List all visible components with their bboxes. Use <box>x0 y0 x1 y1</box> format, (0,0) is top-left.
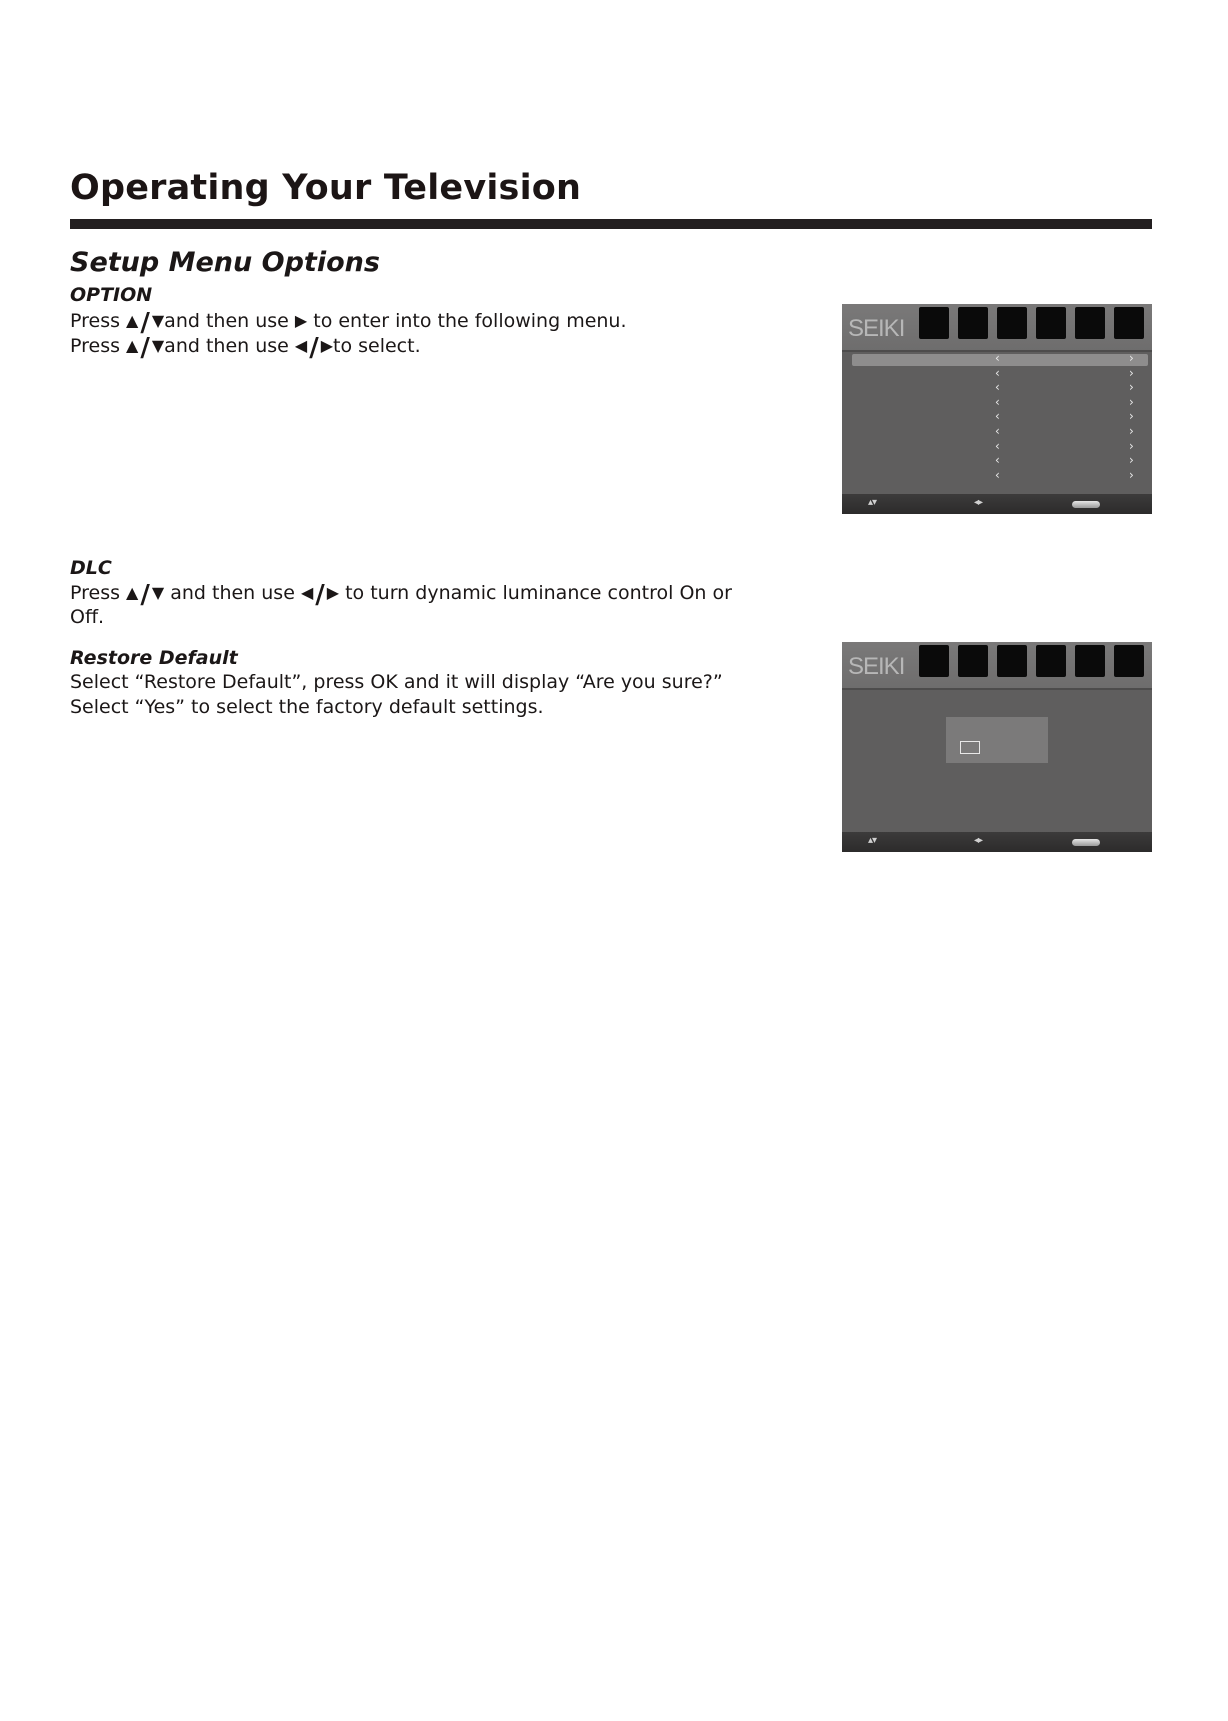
title-rule <box>70 219 1152 229</box>
chevron-left-icon[interactable]: ‹ <box>995 351 1000 365</box>
menu-tab-icon[interactable] <box>958 307 988 339</box>
menu-tab-icon[interactable] <box>919 645 949 677</box>
chevron-right-icon[interactable]: › <box>1129 438 1134 453</box>
menu-tab-icon[interactable] <box>1036 307 1066 339</box>
dlc-line-2: Off. <box>70 606 105 628</box>
left-right-nav-icon: ◂▸ <box>974 835 983 846</box>
left-right-nav-icon: ◂▸ <box>974 497 983 508</box>
menu-row[interactable] <box>852 438 1148 454</box>
menu-tab-icon[interactable] <box>958 645 988 677</box>
slash-glyph: / <box>140 333 150 363</box>
menu-row[interactable] <box>852 380 1148 395</box>
dialog-yes-button[interactable] <box>960 741 980 754</box>
seiki-logo: SEIKI <box>848 653 905 680</box>
slash-glyph: / <box>309 333 319 363</box>
up-arrow-icon: ▲ <box>126 311 139 330</box>
restore-heading: Restore Default <box>70 647 238 669</box>
chevron-left-icon[interactable]: ‹ <box>995 438 1000 453</box>
slash-glyph: / <box>140 308 150 338</box>
exit-button-icon <box>1072 501 1100 508</box>
left-arrow-icon: ◀ <box>300 583 314 602</box>
menu-row[interactable] <box>852 351 1148 366</box>
menu-tab-icon[interactable] <box>997 645 1027 677</box>
menu-tab-icon[interactable] <box>997 307 1027 339</box>
chevron-right-icon[interactable]: › <box>1129 365 1134 380</box>
dlc-line-1-b: and then use <box>164 582 301 604</box>
dlc-heading: DLC <box>70 557 112 579</box>
up-down-nav-icon: ▴▾ <box>868 497 877 508</box>
menu-tab-icon[interactable] <box>1036 645 1066 677</box>
option-line-2-b: and then use <box>164 335 295 357</box>
chevron-right-icon[interactable]: › <box>1129 380 1134 395</box>
option-line-1-c: to enter into the following menu. <box>307 310 627 332</box>
menu-row[interactable] <box>852 453 1148 468</box>
up-arrow-icon: ▲ <box>126 336 139 355</box>
up-arrow-icon: ▲ <box>126 583 139 602</box>
chevron-right-icon[interactable]: › <box>1129 424 1134 438</box>
up-down-nav-icon: ▴▾ <box>868 835 877 846</box>
right-arrow-icon: ▶ <box>294 311 308 330</box>
restore-line-1: Select “Restore Default”, press OK and it will display “Are you sure?” <box>70 671 723 693</box>
menu-tab-icon[interactable] <box>919 307 949 339</box>
menu-tab-icon[interactable] <box>1075 645 1105 677</box>
chevron-right-icon[interactable]: › <box>1129 351 1134 365</box>
menu-row[interactable] <box>852 424 1148 439</box>
page-title: Operating Your Television <box>70 168 582 208</box>
tv-menu-footer <box>842 832 1152 852</box>
section-title: Setup Menu Options <box>70 247 380 278</box>
confirm-dialog <box>946 717 1048 763</box>
dlc-line-1-c: to turn dynamic luminance control On or <box>339 582 732 604</box>
right-arrow-icon: ▶ <box>326 583 340 602</box>
tv-menu-header <box>842 642 1152 690</box>
chevron-left-icon[interactable]: ‹ <box>995 453 1000 468</box>
menu-tab-icon[interactable] <box>1075 307 1105 339</box>
slash-glyph: / <box>140 580 150 610</box>
option-line-1-a: Press <box>70 310 127 332</box>
chevron-left-icon[interactable]: ‹ <box>995 394 1000 409</box>
slash-glyph: / <box>315 580 325 610</box>
right-arrow-icon: ▶ <box>320 336 334 355</box>
chevron-left-icon[interactable]: ‹ <box>995 467 1000 482</box>
tv-menu-header <box>842 304 1152 352</box>
chevron-left-icon[interactable]: ‹ <box>995 380 1000 395</box>
restore-default-screenshot <box>842 642 1152 852</box>
down-arrow-icon: ▼ <box>151 336 165 355</box>
chevron-left-icon[interactable]: ‹ <box>995 424 1000 438</box>
chevron-left-icon[interactable]: ‹ <box>995 365 1000 380</box>
chevron-right-icon[interactable]: › <box>1129 467 1134 482</box>
option-line-2-c: to select. <box>333 335 421 357</box>
menu-tab-icon[interactable] <box>1114 645 1144 677</box>
menu-row[interactable] <box>852 394 1148 410</box>
menu-row[interactable] <box>852 409 1148 424</box>
chevron-right-icon[interactable]: › <box>1129 409 1134 424</box>
option-heading: OPTION <box>70 284 153 306</box>
left-arrow-icon: ◀ <box>294 336 308 355</box>
menu-tab-icon[interactable] <box>1114 307 1144 339</box>
dlc-line-1 <box>70 580 732 610</box>
chevron-right-icon[interactable]: › <box>1129 453 1134 468</box>
tv-menu-footer <box>842 494 1152 514</box>
chevron-left-icon[interactable]: ‹ <box>995 409 1000 424</box>
menu-row[interactable] <box>852 365 1148 381</box>
option-line-2 <box>70 333 421 363</box>
dlc-line-1-a: Press <box>70 582 127 604</box>
exit-button-icon <box>1072 839 1100 846</box>
option-menu-screenshot <box>842 304 1152 514</box>
down-arrow-icon: ▼ <box>151 311 165 330</box>
option-line-2-a: Press <box>70 335 127 357</box>
option-line-1-b: and then use <box>164 310 295 332</box>
down-arrow-icon: ▼ <box>151 583 165 602</box>
chevron-right-icon[interactable]: › <box>1129 394 1134 409</box>
menu-row[interactable] <box>852 467 1148 483</box>
option-line-1 <box>70 308 627 338</box>
restore-line-2: Select “Yes” to select the factory default settings. <box>70 696 544 718</box>
seiki-logo: SEIKI <box>848 315 905 342</box>
